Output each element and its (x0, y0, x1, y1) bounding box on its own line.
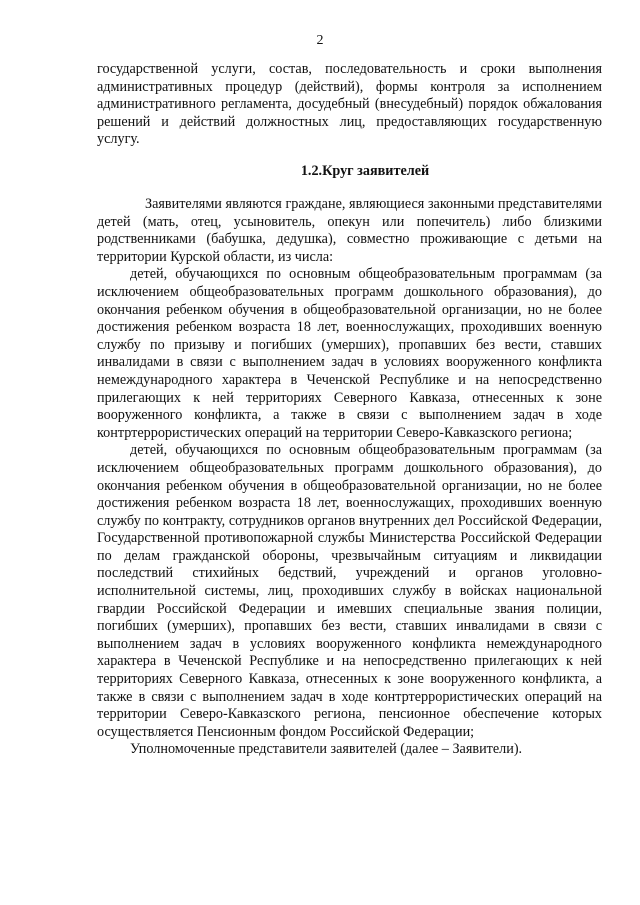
applicants-block (97, 196, 602, 759)
authorized-representatives-paragraph: Уполномоченные представители заявителей (далее – Заявители). (130, 741, 523, 758)
intro-block (97, 61, 602, 149)
children-contract-paragraph: детей, обучающихся по основным общеобразовательным программам (за исключением общеобразовательных программ дошкольного образования), до окончания ребенком обучения в общеобразовательной организации, но не более достижения ребенком возраста 18 лет, военнослужащих, проходивших военную службу по контракту, сотрудников органов внутренних дел Российской Федерации, Государственной противопожарной службы Министерства Российской Федерации по делам гражданской обороны, чрезвычайным ситуациям и ликвидации последствий стихийных бедствий, учреждений и органов уголовно-исполнительной системы, лиц, проходивших службу в войсках национальной гвардии Российской Федерации и имевших специальные звания полиции, погибших (умерших), пропавших без вести, ставших инвалидами в связи с выполнением задач в условиях вооруженного конфликта немеждународного характера в Чеченской Республике и на непосредственно прилегающих к ней территориях Северного Кавказа, отнесенных к зоне вооруженного конфликта, а также в связи с выполнением задач в ходе контртеррористических операций на территории Северо-Кавказского региона, пенсионное обеспечение которых осуществляется Пенсионным фондом Российской Федерации; (97, 442, 602, 740)
applicants-paragraph: Заявителями являются граждане, являющиеся законными представителями детей (мать, отец, усыновитель, опекун или попечитель) либо близкими родственниками (бабушка, дедушка), совместно проживающие с детьми на территории Курской области, из числа: (97, 196, 602, 265)
intro-paragraph: государственной услуги, состав, последовательность и сроки выполнения административных процедур (действий), формы контроля за исполнением административного регламента, досудебный (внесудебный) порядок обжалования решений и действий должностных лиц, предоставляющих государственную услугу. (97, 61, 602, 148)
page-number: 2 (316, 33, 324, 48)
children-conscripts-paragraph: детей, обучающихся по основным общеобразовательным программам (за исключением общеобразовательных программ дошкольного образования), до окончания ребенком обучения в общеобразовательной организации, но не более достижения ребенком возраста 18 лет, военнослужащих, проходивших военную службу по призыву и погибших (умерших), пропавших без вести, ставших инвалидами в связи с выполнением задач в условиях вооруженного конфликта немеждународного характера в Чеченской Республике и на непосредственно прилегающих к ней территориях Северного Кавказа, отнесенных к зоне вооруженного конфликта, а также в связи с выполнением задач в ходе контртеррористических операций на территории Северо-Кавказского региона; (97, 266, 602, 441)
section-title: 1.2.Круг заявителей (300, 163, 430, 179)
